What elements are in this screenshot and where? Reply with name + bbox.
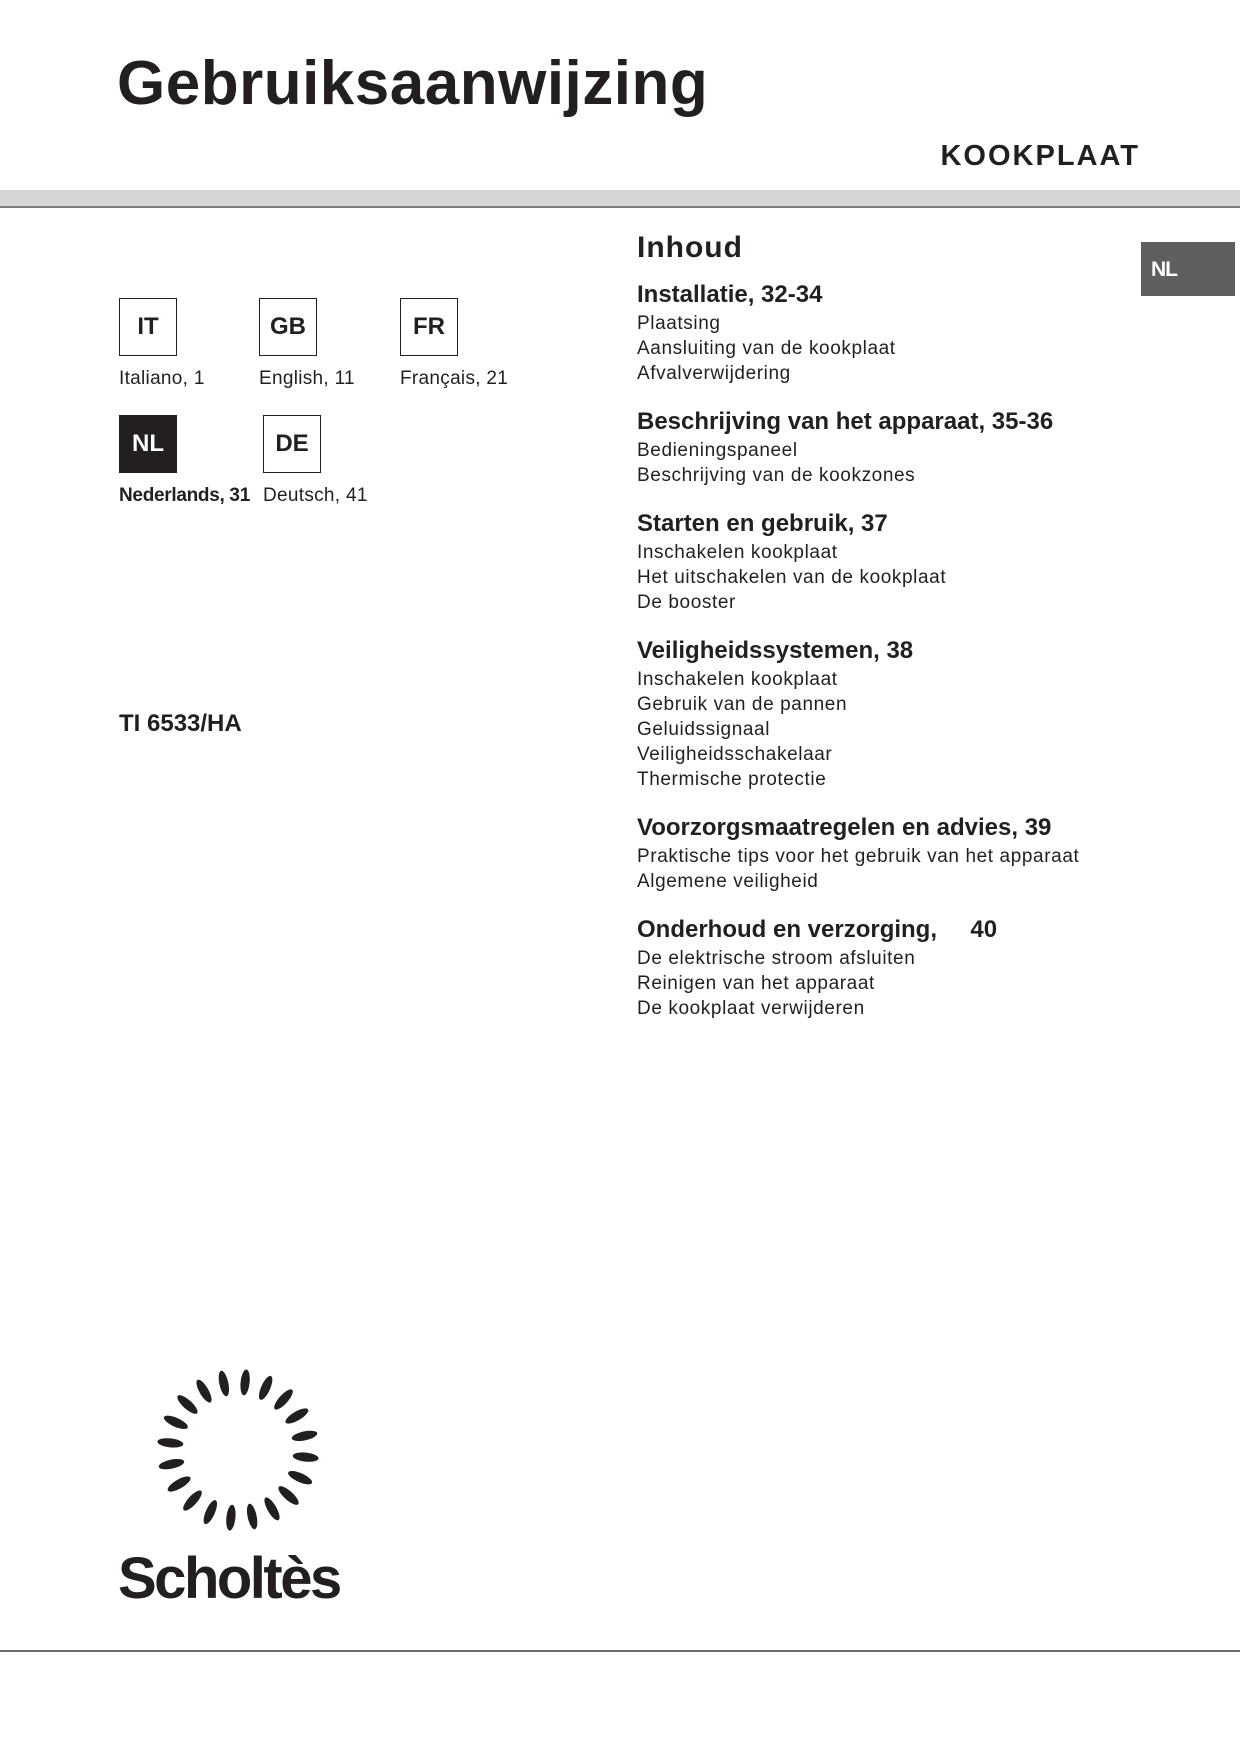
toc-item: De booster xyxy=(637,592,736,613)
toc-section-title: Installatie, 32-34 xyxy=(637,281,823,308)
language-label-nl: Nederlands, 31 xyxy=(119,485,250,506)
document-title: Gebruiksaanwijzing xyxy=(117,49,709,118)
language-box-fr: FR xyxy=(400,298,458,356)
sun-ray xyxy=(162,1413,189,1432)
language-label-de: Deutsch, 41 xyxy=(263,485,368,506)
toc-item: De elektrische stroom afsluiten xyxy=(637,948,916,969)
product-type: KOOKPLAAT xyxy=(940,140,1140,172)
sun-ray xyxy=(194,1378,215,1405)
sun-ray xyxy=(239,1369,251,1396)
toc-section xyxy=(637,814,1157,894)
toc-item: Aansluiting van de kookplaat xyxy=(637,338,896,359)
sun-ray xyxy=(256,1374,275,1401)
language-tab: NL xyxy=(1141,242,1235,296)
sun-ray xyxy=(158,1457,185,1471)
toc-item: Het uitschakelen van de kookplaat xyxy=(637,567,947,588)
sun-ray xyxy=(217,1370,231,1397)
sun-ray xyxy=(175,1392,200,1416)
sun-ray xyxy=(166,1474,193,1495)
sun-icon xyxy=(153,1365,323,1535)
toc-item: Gebruik van de pannen xyxy=(637,694,848,715)
sun-ray xyxy=(225,1504,237,1531)
footer-rule xyxy=(0,1650,1240,1652)
toc-item: Inschakelen kookplaat xyxy=(637,542,838,563)
toc-item: Algemene veiligheid xyxy=(637,871,819,892)
sun-ray xyxy=(292,1451,319,1463)
toc-item: Beschrijving van de kookzones xyxy=(637,465,916,486)
language-box-de: DE xyxy=(263,415,321,473)
sun-ray xyxy=(291,1429,318,1443)
toc-heading: Inhoud xyxy=(637,231,743,264)
sun-ray xyxy=(276,1483,301,1507)
sun-ray xyxy=(283,1406,310,1427)
brand-name: Scholtès xyxy=(118,1546,340,1611)
sun-ray xyxy=(180,1488,204,1513)
toc-section xyxy=(637,281,1157,386)
toc-item: Thermische protectie xyxy=(637,769,827,790)
sun-ray xyxy=(286,1468,313,1487)
sun-ray xyxy=(245,1503,259,1530)
toc-section xyxy=(637,916,1157,1021)
language-label-fr: Français, 21 xyxy=(400,368,509,389)
toc-section-title: Starten en gebruik, 37 xyxy=(637,510,888,537)
sun-ray xyxy=(262,1495,283,1522)
table-of-contents xyxy=(637,230,1157,1043)
language-box-it: IT xyxy=(119,298,177,356)
toc-section xyxy=(637,510,1157,615)
model-number: TI 6533/HA xyxy=(119,710,242,737)
toc-section-title: Veiligheidssystemen, 38 xyxy=(637,637,914,664)
sun-ray xyxy=(201,1498,220,1525)
toc-section-title: Beschrijving van het apparaat, 35-36 xyxy=(637,408,1054,435)
toc-item: Reinigen van het apparaat xyxy=(637,973,875,994)
toc-item: Praktische tips voor het gebruik van het apparaat xyxy=(637,846,1080,867)
toc-item: Bedieningspaneel xyxy=(637,440,798,461)
toc-section-title: Voorzorgsmaatregelen en advies, 39 xyxy=(637,814,1052,841)
toc-item: Plaatsing xyxy=(637,313,721,334)
language-box-gb: GB xyxy=(259,298,317,356)
toc-item: Veiligheidsschakelaar xyxy=(637,744,833,765)
language-label-gb: English, 11 xyxy=(259,368,355,389)
toc-item: De kookplaat verwijderen xyxy=(637,998,865,1019)
sun-ray xyxy=(157,1437,184,1449)
language-label-it: Italiano, 1 xyxy=(119,368,205,389)
toc-item: Afvalverwijdering xyxy=(637,363,791,384)
sun-ray xyxy=(271,1387,295,1412)
language-box-nl: NL xyxy=(119,415,177,473)
toc-item: Inschakelen kookplaat xyxy=(637,669,838,690)
toc-item: Geluidssignaal xyxy=(637,719,771,740)
brand-logo xyxy=(113,1365,353,1615)
toc-section xyxy=(637,637,1157,792)
header-band xyxy=(0,190,1240,208)
toc-section xyxy=(637,408,1157,488)
toc-section-title: Onderhoud en verzorging, 40 xyxy=(637,916,998,943)
